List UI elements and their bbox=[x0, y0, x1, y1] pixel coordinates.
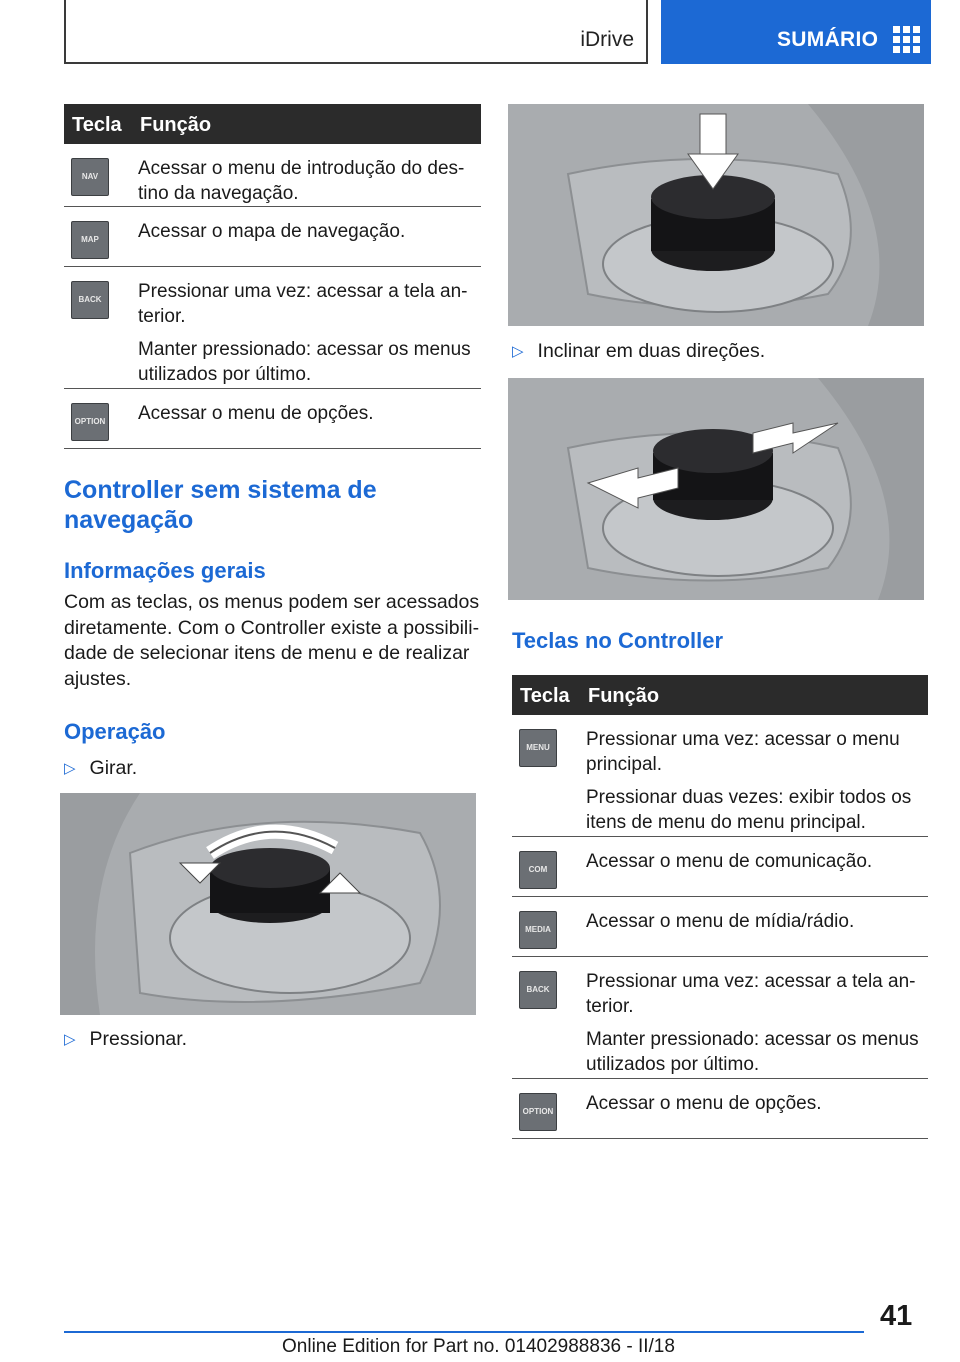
bullet-triangle-icon: ▷ bbox=[64, 760, 76, 777]
row-function-text: Acessar o menu de comunicação. bbox=[586, 851, 873, 872]
footer-edition: Online Edition for Part no. 01402988836 - II/18 bbox=[282, 1336, 675, 1357]
media-key-icon: MEDIA bbox=[519, 911, 557, 949]
controller-tilt-image bbox=[508, 378, 924, 600]
row-function-text: Pressionar uma vez: acessar o menu principal. Pressionar duas vezes: exibir todos os itens de menu do menu principal. bbox=[586, 729, 912, 833]
row-function-text: Acessar o menu de opções. bbox=[138, 403, 374, 424]
page-number: 41 bbox=[880, 1300, 913, 1332]
controller-press-image bbox=[508, 104, 924, 326]
nav-key-icon: NAV bbox=[71, 158, 109, 196]
table-row bbox=[64, 267, 481, 389]
col-function-header: Função bbox=[140, 114, 212, 136]
col-function-header: Função bbox=[588, 685, 660, 707]
table-row bbox=[512, 957, 928, 1079]
step-rotate bbox=[64, 757, 484, 780]
header-section-box bbox=[64, 0, 648, 64]
summary-label: SUMÁRIO bbox=[777, 28, 879, 51]
table-row bbox=[64, 144, 481, 207]
bullet-triangle-icon: ▷ bbox=[512, 343, 524, 360]
general-info-text: Com as teclas, os menus podem ser acessados diretamente. Com o Controller existe a possibilidade de selecionar itens de menu e de realizar ajustes. bbox=[64, 591, 480, 690]
step-tilt bbox=[512, 340, 765, 363]
header-section-title: iDrive bbox=[580, 28, 634, 51]
col-key-header: Tecla bbox=[72, 114, 122, 136]
controller-keys-title: Teclas no Controller bbox=[512, 628, 724, 653]
step-rotate-text: Girar. bbox=[89, 757, 138, 779]
operation-title: Operação bbox=[64, 719, 166, 744]
section-title: Controller sem sistema de navegação bbox=[64, 476, 377, 534]
table-row bbox=[64, 389, 481, 449]
table-row bbox=[64, 207, 481, 267]
operation-block bbox=[64, 719, 484, 780]
option-key-icon: OPTION bbox=[519, 1093, 557, 1131]
row-function-text: Acessar o mapa de navegação. bbox=[138, 221, 406, 242]
row-function-text: Acessar o menu de introdução do destino da navegação. bbox=[138, 158, 465, 204]
keys-table-navigation bbox=[64, 104, 481, 449]
footer-divider bbox=[64, 1331, 864, 1333]
table-header bbox=[512, 675, 928, 715]
controller-keys-title-block bbox=[512, 628, 928, 654]
com-key-icon: COM bbox=[519, 851, 557, 889]
map-key-icon: MAP bbox=[71, 221, 109, 259]
general-info-block bbox=[64, 558, 484, 692]
step-tilt-text: Inclinar em duas direções. bbox=[537, 340, 766, 362]
row-function-text: Acessar o menu de mídia/rádio. bbox=[586, 911, 855, 932]
menu-key-icon: MENU bbox=[519, 729, 557, 767]
step-press bbox=[64, 1028, 187, 1051]
step-press-text: Pressionar. bbox=[89, 1028, 188, 1050]
table-row bbox=[512, 1079, 928, 1139]
grid-icon bbox=[893, 26, 921, 54]
summary-button[interactable] bbox=[661, 0, 931, 64]
table-row bbox=[512, 715, 928, 837]
table-header bbox=[64, 104, 481, 144]
controller-rotate-image bbox=[60, 793, 476, 1015]
row-function-text: Pressionar uma vez: acessar a tela anterior. Manter pressionado: acessar os menus utilizados por último. bbox=[586, 971, 919, 1075]
back-key-icon: BACK bbox=[519, 971, 557, 1009]
back-key-icon: BACK bbox=[71, 281, 109, 319]
table-row bbox=[512, 897, 928, 957]
col-key-header: Tecla bbox=[520, 685, 570, 707]
row-function-text: Pressionar uma vez: acessar a tela anterior. Manter pressionado: acessar os menus utilizados por último. bbox=[138, 281, 471, 385]
general-info-title: Informações gerais bbox=[64, 558, 266, 583]
bullet-triangle-icon: ▷ bbox=[64, 1031, 76, 1048]
row-function-text: Acessar o menu de opções. bbox=[586, 1093, 822, 1114]
keys-table-controller bbox=[512, 675, 928, 1139]
section-title-block bbox=[64, 475, 464, 535]
option-key-icon: OPTION bbox=[71, 403, 109, 441]
table-row bbox=[512, 837, 928, 897]
